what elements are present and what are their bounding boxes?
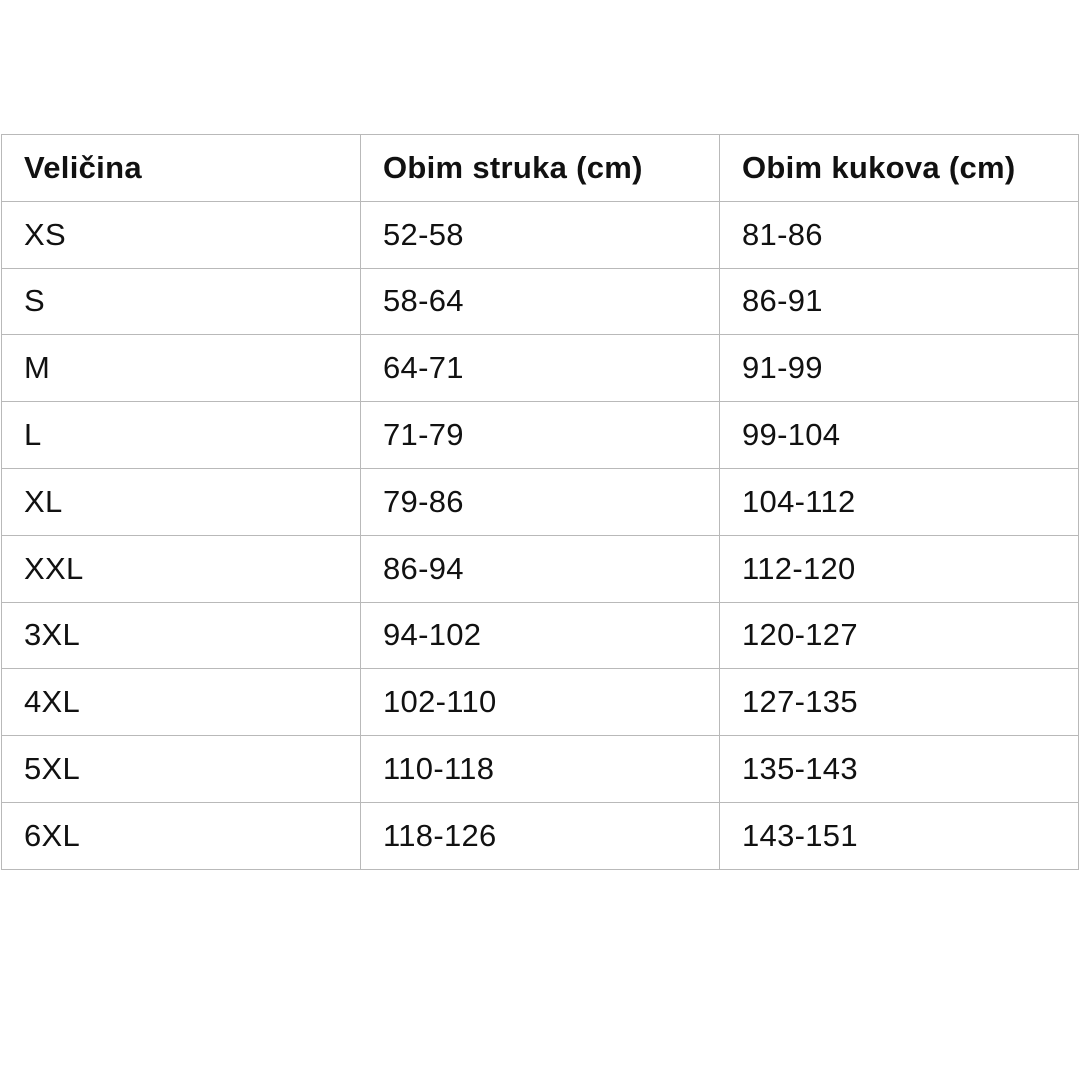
waist-cell: 52-58 [361,201,720,268]
size-cell: 4XL [2,669,361,736]
table-row [2,802,1079,869]
hips-cell: 120-127 [720,602,1079,669]
hips-cell: 91-99 [720,335,1079,402]
header-size: Veličina [2,135,361,202]
hips-cell: 127-135 [720,669,1079,736]
size-cell: XXL [2,535,361,602]
table-row [2,602,1079,669]
table-row [2,402,1079,469]
hips-cell: 104-112 [720,468,1079,535]
hips-cell: 81-86 [720,201,1079,268]
size-cell: S [2,268,361,335]
table-row [2,335,1079,402]
hips-cell: 86-91 [720,268,1079,335]
table-row [2,268,1079,335]
waist-cell: 94-102 [361,602,720,669]
size-cell: 5XL [2,736,361,803]
table-row [2,736,1079,803]
size-cell: M [2,335,361,402]
table-row [2,468,1079,535]
size-cell: 6XL [2,802,361,869]
hips-cell: 135-143 [720,736,1079,803]
waist-cell: 110-118 [361,736,720,803]
header-row [2,135,1079,202]
size-chart-table [1,134,1079,870]
waist-cell: 79-86 [361,468,720,535]
size-cell: 3XL [2,602,361,669]
table-header [2,135,1079,202]
hips-cell: 112-120 [720,535,1079,602]
header-waist: Obim struka (cm) [361,135,720,202]
waist-cell: 64-71 [361,335,720,402]
size-cell: XL [2,468,361,535]
waist-cell: 118-126 [361,802,720,869]
header-hips: Obim kukova (cm) [720,135,1079,202]
table-body [2,201,1079,869]
waist-cell: 58-64 [361,268,720,335]
table-row [2,201,1079,268]
table-row [2,535,1079,602]
waist-cell: 102-110 [361,669,720,736]
waist-cell: 71-79 [361,402,720,469]
waist-cell: 86-94 [361,535,720,602]
size-cell: XS [2,201,361,268]
hips-cell: 99-104 [720,402,1079,469]
table-row [2,669,1079,736]
size-cell: L [2,402,361,469]
hips-cell: 143-151 [720,802,1079,869]
